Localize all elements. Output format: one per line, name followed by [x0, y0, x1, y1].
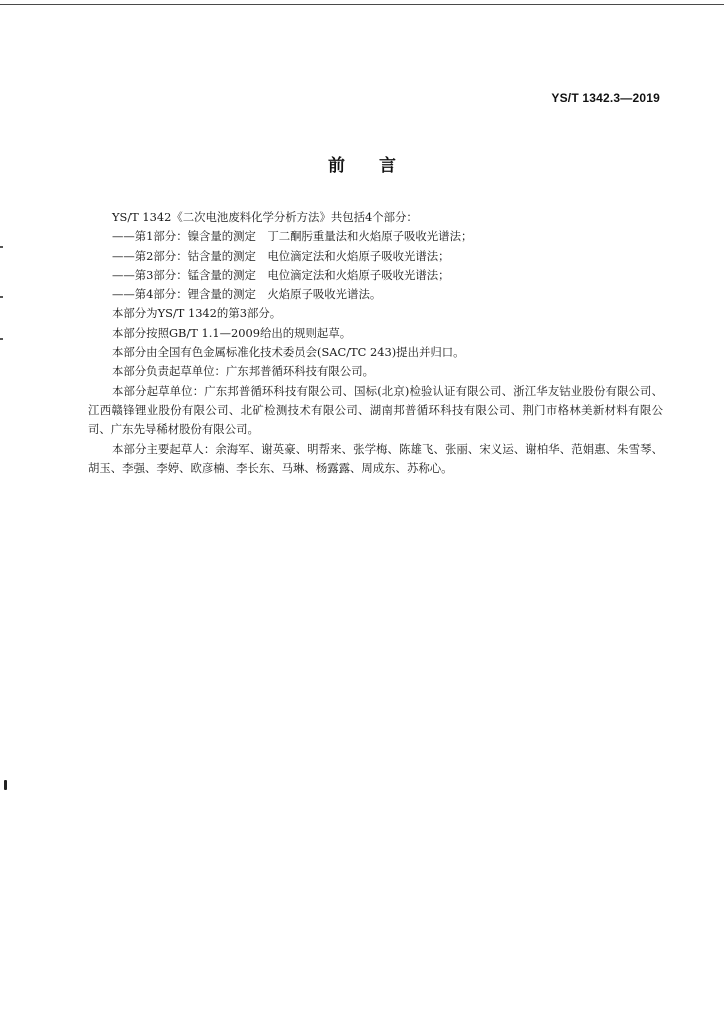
text-line: 本部分负责起草单位：广东邦普循环科技有限公司。 [112, 364, 374, 379]
part-item: ——第4部分：锂含量的测定 火焰原子吸收光谱法。 [112, 287, 382, 302]
page-title: 前 言 [328, 156, 396, 176]
document-code: YS/T 1342.3—2019 [551, 91, 660, 105]
part-item: ——第2部分：钴含量的测定 电位滴定法和火焰原子吸收光谱法； [112, 248, 450, 263]
margin-tick [0, 246, 3, 248]
part-item: ——第1部分：镍含量的测定 丁二酮肟重量法和火焰原子吸收光谱法； [112, 229, 473, 244]
text-line: YS/T 1342《二次电池废料化学分析方法》共包括4个部分： [112, 210, 418, 224]
top-rule [0, 4, 724, 5]
drafters-paragraph: 本部分主要起草人：余海军、谢英豪、明帮来、张学梅、陈雄飞、张丽、宋义运、谢柏华、范娟惠、朱雪琴、胡玉、李强、李婷、欧彦楠、李长东、马琳、杨露露、周成东、苏称心。 [88, 441, 663, 475]
text-line: 本部分为YS/T 1342的第3部分。 [112, 306, 282, 321]
margin-tick [0, 338, 3, 340]
text-line: 本部分由全国有色金属标准化技术委员会(SAC/TC 243)提出并归口。 [112, 345, 465, 360]
foreword-body [88, 208, 663, 478]
margin-tick [0, 296, 3, 298]
text-line: 本部分按照GB/T 1.1—2009给出的规则起草。 [112, 325, 352, 340]
drafting-units-paragraph: 本部分起草单位：广东邦普循环科技有限公司、国标(北京)检验认证有限公司、浙江华友钴业股份有限公司、江西赣锋锂业股份有限公司、北矿检测技术有限公司、湖南邦普循环科技有限公司、荆门市格林美新材料有限公司、广东先导稀材股份有限公司。 [88, 383, 663, 437]
margin-mark [4, 780, 7, 790]
part-item: ——第3部分：锰含量的测定 电位滴定法和火焰原子吸收光谱法； [112, 267, 450, 282]
